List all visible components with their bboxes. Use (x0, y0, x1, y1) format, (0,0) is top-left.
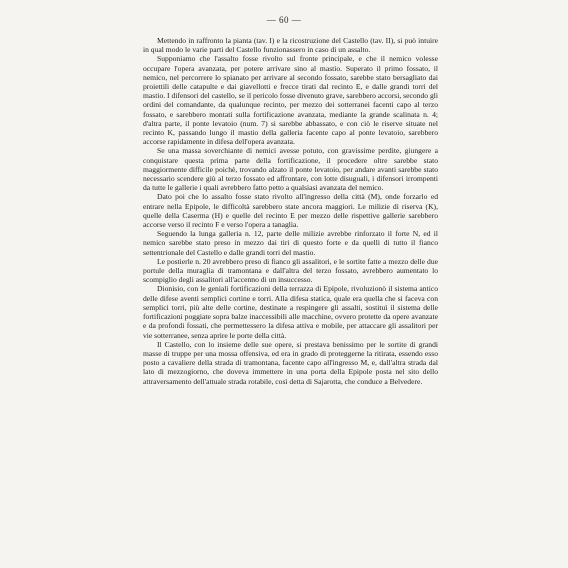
paragraph: Le postierle n. 20 avrebbero preso di fianco gli assalitori, e le sortite fatte a mezzo delle due portule della muraglia di tramontana e dall'altra del terzo fossato, avrebbero aumentato lo scompiglio degli assalitori all'accenno di un insuccesso. (143, 256, 438, 285)
paragraph: Supponiamo che l'assalto fosse rivolto sul fronte principale, e che il nemico volesse occupare l'opera avanzata, per potere arrivare sino al mastio. Superato il primo fossato, il nemico, nel percorrere lo spianato per arrivare al secondo fossato, sarebbe stato bersagliato dai proiettili delle catapulte e dai giavellotti e frecce tirati dal recinto E, e dalle grandi torri del mastio. I difensori del castello, se il pericolo fosse divenuto grave, sarebbero accorsi, secondo gli ordini del comandante, da qualunque recinto, per mezzo dei sotterranei facenti capo al terzo fossato, e sarebbero montati sulla fortificazione avanzata, mediante la grande scalinata n. 4; d'altra parte, il ponte levatoio (num. 7) si sarebbe abbassato, e con ciò le riserve situate nel recinto K, passando lungo il mastio della galleria facente capo al ponte levatoio, sarebbero accorse rapidamente in difesa dell'opera avanzata. (143, 54, 438, 147)
page-number: — 60 — (266, 15, 302, 25)
paragraph: Se una massa soverchiante di nemici avesse potuto, con gravissime perdite, giungere a conquistare questa prima parte della fortificazione, il procedere oltre sarebbe stato maggiormente difficile poichè, trovando alzato il ponte levatoio, per andare avanti sarebbe stato necessario scendere giù al terzo fossato ed affrontare, con lotte disuguali, i difensori irrompenti da tutte le gallerie i quali avrebbero fatto petto a qualsiasi avanzata del nemico. (143, 146, 438, 193)
body-text (143, 36, 438, 386)
paragraph: Seguendo la lunga galleria n. 12, parte delle milizie avrebbe rinforzato il forte N, ed il nemico sarebbe stato preso in mezzo dai tiri di questo forte e da quelli di tutto il fianco settentrionale del Castello e dalle grandi torri del mastio. (143, 229, 438, 257)
paragraph: Dato poi che lo assalto fosse stato rivolto all'ingresso della città (M), onde forzarlo ed entrare nella Epipole, le difficoltà sarebbero state ancora maggiori. Le milizie di riserva (K), quelle della Caserma (H) e quelle del recinto E per mezzo delle rispettive gallerie sarebbero accorse verso il recinto F e verso l'opera a tanaglia. (143, 192, 438, 230)
paragraph: Il Castello, con lo insieme delle sue opere, si prestava benissimo per le sortite di grandi masse di truppe per una mossa offensiva, ed era in grado di proteggerne la ritirata, essendo esso posto a cavaliere della strada di tramontana, facente capo all'ingresso M, e, dall'altra strada dal lato di mezzogiorno, che doveva immettere in una porta della Epipole posta nel sito dello attraversamento dell'attuale strada rotabile, così detta di Sajarotta, che conduce a Belvedere. (143, 339, 438, 386)
paragraph: Dionisio, con le geniali fortificazioni della terrazza di Epipole, rivoluzionò il sistema antico delle difese aventi semplici cortine e torri. Alla difesa statica, quale era quella che si faceva con semplici torri, più alte delle cortine, destinate a respingere gli assalti, sostituì il sistema delle fortificazioni poggiate sopra balze inaccessibili alle macchine, ovvero protette da opere avanzate e da profondi fossati, che permettessero la difesa attiva e mobile, per attaccare gli assalitori per vie sotterranee, senza aprire le porte della città. (143, 284, 438, 340)
paragraph: Mettendo in raffronto la pianta (tav. I) e la ricostruzione del Castello (tav. II), si può intuire in qual modo le varie parti del Castello funzionassero in caso di un assalto. (143, 36, 438, 55)
